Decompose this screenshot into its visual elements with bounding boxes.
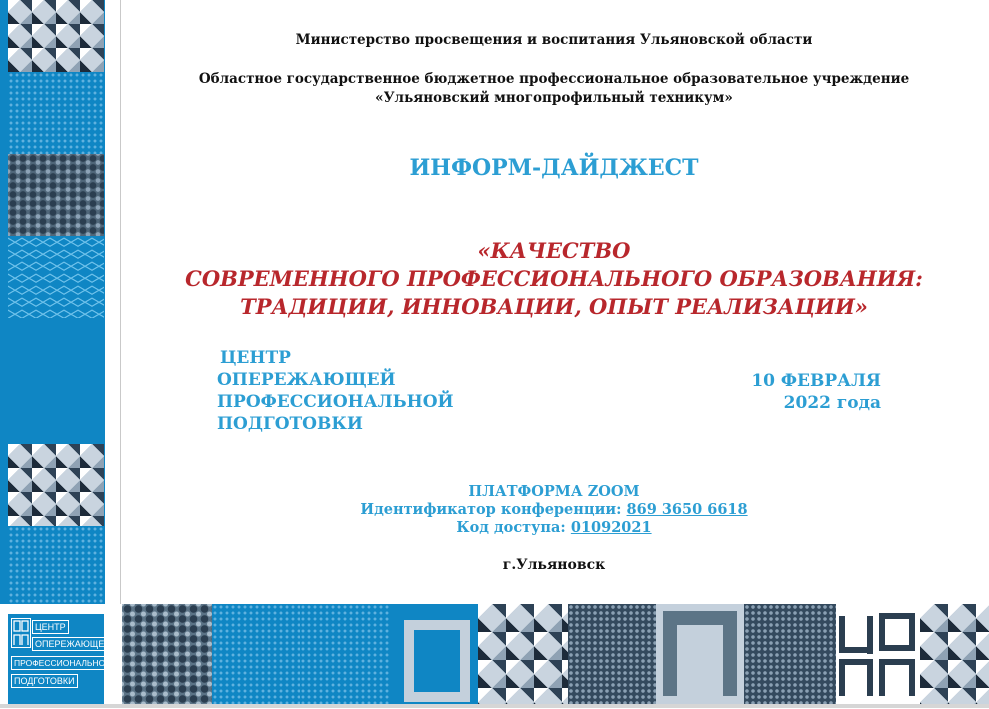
institution-short-name: «Ульяновский многопрофильный техникум» (375, 90, 733, 106)
plain-blue-tile (8, 318, 104, 444)
event-date-year: 2022 года (783, 393, 881, 413)
event-date (751, 370, 881, 414)
title-line-2: СОВРЕМЕННОГО ПРОФЕССИОНАЛЬНОГО ОБРАЗОВАНИЯ: (185, 266, 923, 291)
organizer-line-1: ЦЕНТР (220, 348, 291, 368)
passcode-row (121, 519, 987, 537)
triangle-pattern-tile (920, 604, 989, 705)
logo-letters-icon (836, 604, 920, 705)
conference-id-label: Идентификатор конференции: (360, 501, 622, 518)
letter-motif-tile (656, 604, 744, 705)
triangle-pattern-tile (8, 444, 104, 526)
page-bottom-border (0, 704, 989, 708)
logo-text-line-1: ЦЕНТР (32, 620, 69, 634)
logo-emblem-icon (11, 618, 31, 648)
dot-pattern-tile (8, 72, 104, 154)
letter-p-icon (656, 604, 744, 705)
title-line-3: ТРАДИЦИИ, ИННОВАЦИИ, ОПЫТ РЕАЛИЗАЦИИ» (240, 294, 868, 319)
triangle-pattern-tile (8, 0, 104, 72)
conference-id-row (121, 501, 987, 519)
organizer-line-2: ОПЕРЕЖАЮЩЕЙ (217, 370, 396, 390)
cube-pattern-tile (8, 236, 104, 318)
title-line-1: «КАЧЕСТВО (477, 238, 631, 263)
logo-motif-tile (836, 604, 920, 705)
left-decorative-strip (0, 0, 105, 604)
event-date-day: 10 ФЕВРАЛЯ (751, 371, 881, 391)
logo-text-line-4: ПОДГОТОВКИ (11, 674, 78, 688)
institution-name: Областное государственное бюджетное профессиональное образовательное учреждение (198, 71, 910, 87)
dot-pattern-tile (744, 604, 836, 705)
square-motif-icon (404, 620, 470, 702)
conference-id-link[interactable]: 869 3650 6618 (626, 501, 748, 518)
ministry-name: Министерство просвещения и воспитания Ульяновской области (295, 32, 813, 48)
passcode-label: Код доступа: (456, 519, 566, 536)
stone-pattern-tile (8, 154, 104, 236)
platform-block (121, 483, 987, 537)
organizer-line-3: ПРОФЕССИОНАЛЬНОЙ (217, 392, 454, 412)
bottom-decorative-strip (0, 604, 989, 705)
passcode-link[interactable]: 01092021 (570, 519, 652, 536)
organizer-name (217, 347, 454, 435)
center-logo (8, 614, 112, 705)
logo-text-line-2: ОПЕРЕЖАЮЩЕЙ (32, 637, 114, 651)
city-name: г.Ульяновск (502, 557, 606, 573)
document-type: ИНФОРМ-ДАЙДЖЕСТ (409, 155, 699, 181)
dot-pattern-tile (300, 604, 390, 705)
platform-name: ПЛАТФОРМА ZOOM (468, 483, 640, 500)
stone-pattern-tile (122, 604, 212, 705)
square-motif-tile (390, 604, 478, 705)
dot-pattern-tile (8, 526, 104, 604)
dot-pattern-tile (568, 604, 656, 705)
triangle-pattern-tile (478, 604, 568, 705)
logo-text-line-3: ПРОФЕССИОНАЛЬНОЙ (11, 656, 114, 670)
dot-pattern-tile (212, 604, 300, 705)
organizer-line-4: ПОДГОТОВКИ (217, 414, 363, 434)
